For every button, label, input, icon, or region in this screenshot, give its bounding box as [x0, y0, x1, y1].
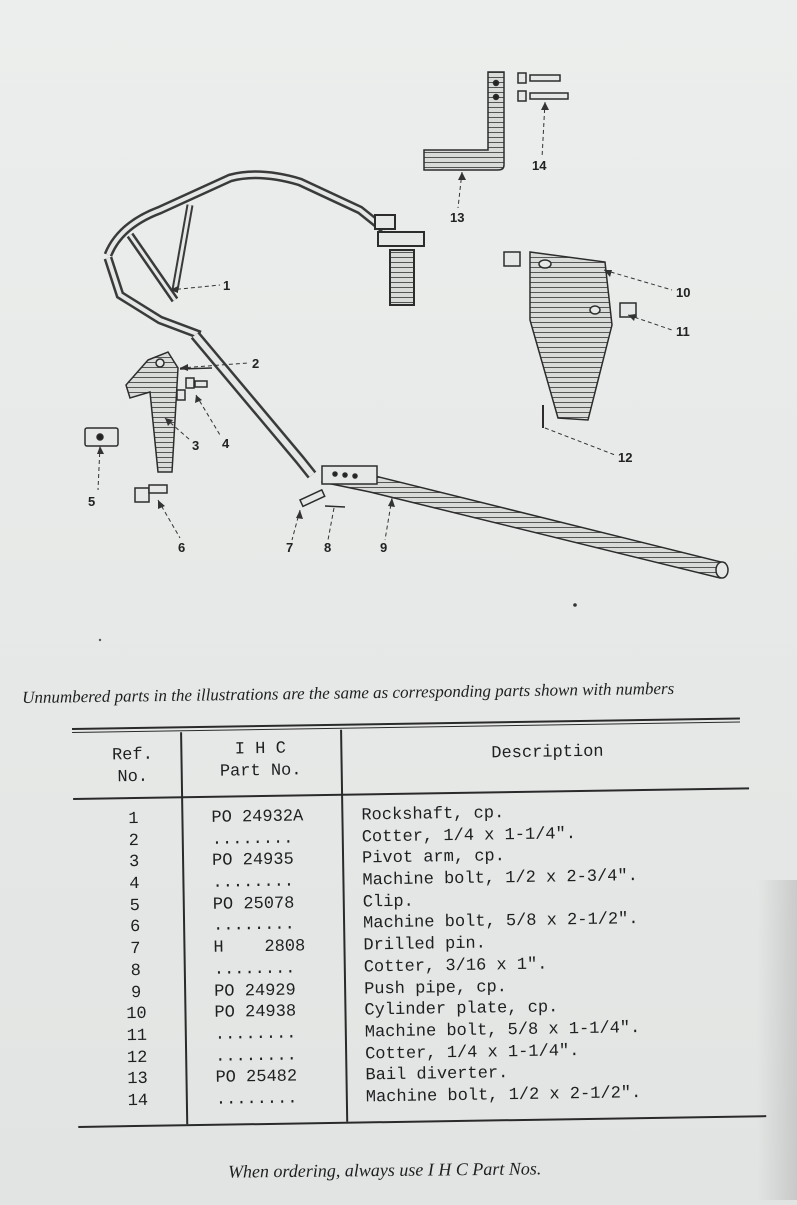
description-cell: Cylinder plate, cp.	[364, 998, 559, 1021]
header-ref-line1: Ref.	[111, 745, 153, 766]
ref-cell: 8	[130, 961, 142, 981]
ref-cell: 6	[129, 918, 141, 938]
cotter-8-drawing	[325, 506, 345, 507]
callout-5: 5	[88, 494, 96, 509]
header-part-line1: I H C	[234, 739, 287, 760]
bolt-6-drawing	[135, 485, 167, 502]
description-cell: Machine bolt, 1/2 x 2-1/2".	[365, 1084, 642, 1108]
part-number-cell: PO 24935	[211, 850, 294, 872]
part-number-cell: ........	[211, 829, 294, 850]
callout-1: 1	[223, 278, 231, 293]
ref-cell: 3	[128, 853, 140, 873]
callout-6: 6	[178, 540, 186, 555]
header-part-line2: Part No.	[219, 761, 302, 782]
description-cell: Rockshaft, cp.	[361, 804, 505, 826]
callout-11: 11	[676, 324, 690, 339]
part-number-cell: PO 25482	[215, 1067, 298, 1089]
description-cell: Bail diverter.	[365, 1064, 509, 1086]
callout-2: 2	[252, 356, 260, 371]
callout-4: 4	[222, 436, 230, 451]
ref-cell: 13	[127, 1070, 148, 1090]
ref-cell: 11	[126, 1026, 148, 1047]
cylinder-plate-drawing	[504, 252, 636, 428]
part-number-cell: ........	[215, 1089, 298, 1110]
ref-cell: 12	[126, 1048, 148, 1068]
description-cell: Pivot arm, cp.	[361, 847, 506, 869]
description-cell: Cotter, 1/4 x 1-1/4".	[361, 824, 577, 848]
ref-cell: 9	[130, 983, 142, 1003]
description-cell: Machine bolt, 5/8 x 1-1/4".	[364, 1018, 641, 1043]
drilled-pin-7-drawing	[300, 490, 325, 506]
table-header-rule	[73, 787, 749, 799]
part-number-cell: PO 24938	[214, 1002, 297, 1023]
header-ref-line2: No.	[117, 767, 149, 788]
part-number-cell: ........	[212, 915, 295, 937]
description-cell: Drilled pin.	[363, 934, 487, 956]
description-cell: Clip.	[362, 892, 414, 913]
part-number-cell: PO 25078	[212, 894, 295, 915]
part-number-cell: ........	[212, 872, 295, 893]
ordering-footer: When ordering, always use I H C Part Nos.	[227, 1158, 542, 1182]
table-bottom-rule	[78, 1115, 766, 1127]
binding-shadow	[757, 880, 797, 1200]
callout-9: 9	[380, 540, 388, 555]
description-cell: Machine bolt, 5/8 x 2-1/2".	[362, 910, 639, 934]
callout-14: 14	[532, 158, 547, 173]
description-cell: Cotter, 1/4 x 1-1/4".	[365, 1041, 580, 1064]
parts-table-body	[73, 799, 758, 1113]
description-cell: Machine bolt, 1/2 x 2-3/4".	[362, 867, 639, 891]
bail-diverter-drawing	[424, 72, 504, 170]
pivot-arm-drawing	[126, 352, 178, 472]
header-ref	[92, 744, 173, 789]
callout-10: 10	[676, 285, 691, 300]
callout-8: 8	[324, 540, 332, 555]
ref-cell: 7	[130, 940, 141, 960]
ref-cell: 5	[129, 896, 141, 916]
ref-cell: 4	[129, 875, 140, 895]
description-cell: Push pipe, cp.	[363, 977, 508, 999]
bolt-4-drawing	[177, 378, 207, 400]
ref-cell: 1	[128, 809, 139, 830]
callout-3: 3	[192, 438, 200, 453]
clip-5-drawing	[85, 428, 118, 446]
part-number-cell: H 2808	[213, 937, 306, 958]
unnumbered-parts-note: Unnumbered parts in the illustrations are the same as corresponding parts shown with numbers	[22, 678, 675, 707]
part-number-cell: ........	[214, 1024, 297, 1045]
callout-12: 12	[618, 450, 633, 465]
part-number-cell: PO 24929	[214, 981, 296, 1002]
callout-13: 13	[450, 210, 465, 225]
part-number-cell: PO 24932A	[211, 807, 304, 828]
ref-cell: 14	[127, 1091, 149, 1112]
push-pipe-drawing	[322, 466, 728, 578]
header-description: Description	[491, 742, 604, 764]
ref-cell: 2	[128, 831, 140, 851]
header-part	[190, 738, 331, 784]
part-number-cell: ........	[215, 1046, 297, 1067]
description-cell: Cotter, 3/16 x 1".	[363, 955, 548, 978]
ref-cell: 10	[126, 1005, 147, 1025]
machine-bolts-14-drawing	[518, 73, 568, 101]
parts-table	[72, 717, 758, 1138]
callout-7: 7	[286, 540, 294, 555]
part-number-cell: ........	[213, 959, 296, 980]
